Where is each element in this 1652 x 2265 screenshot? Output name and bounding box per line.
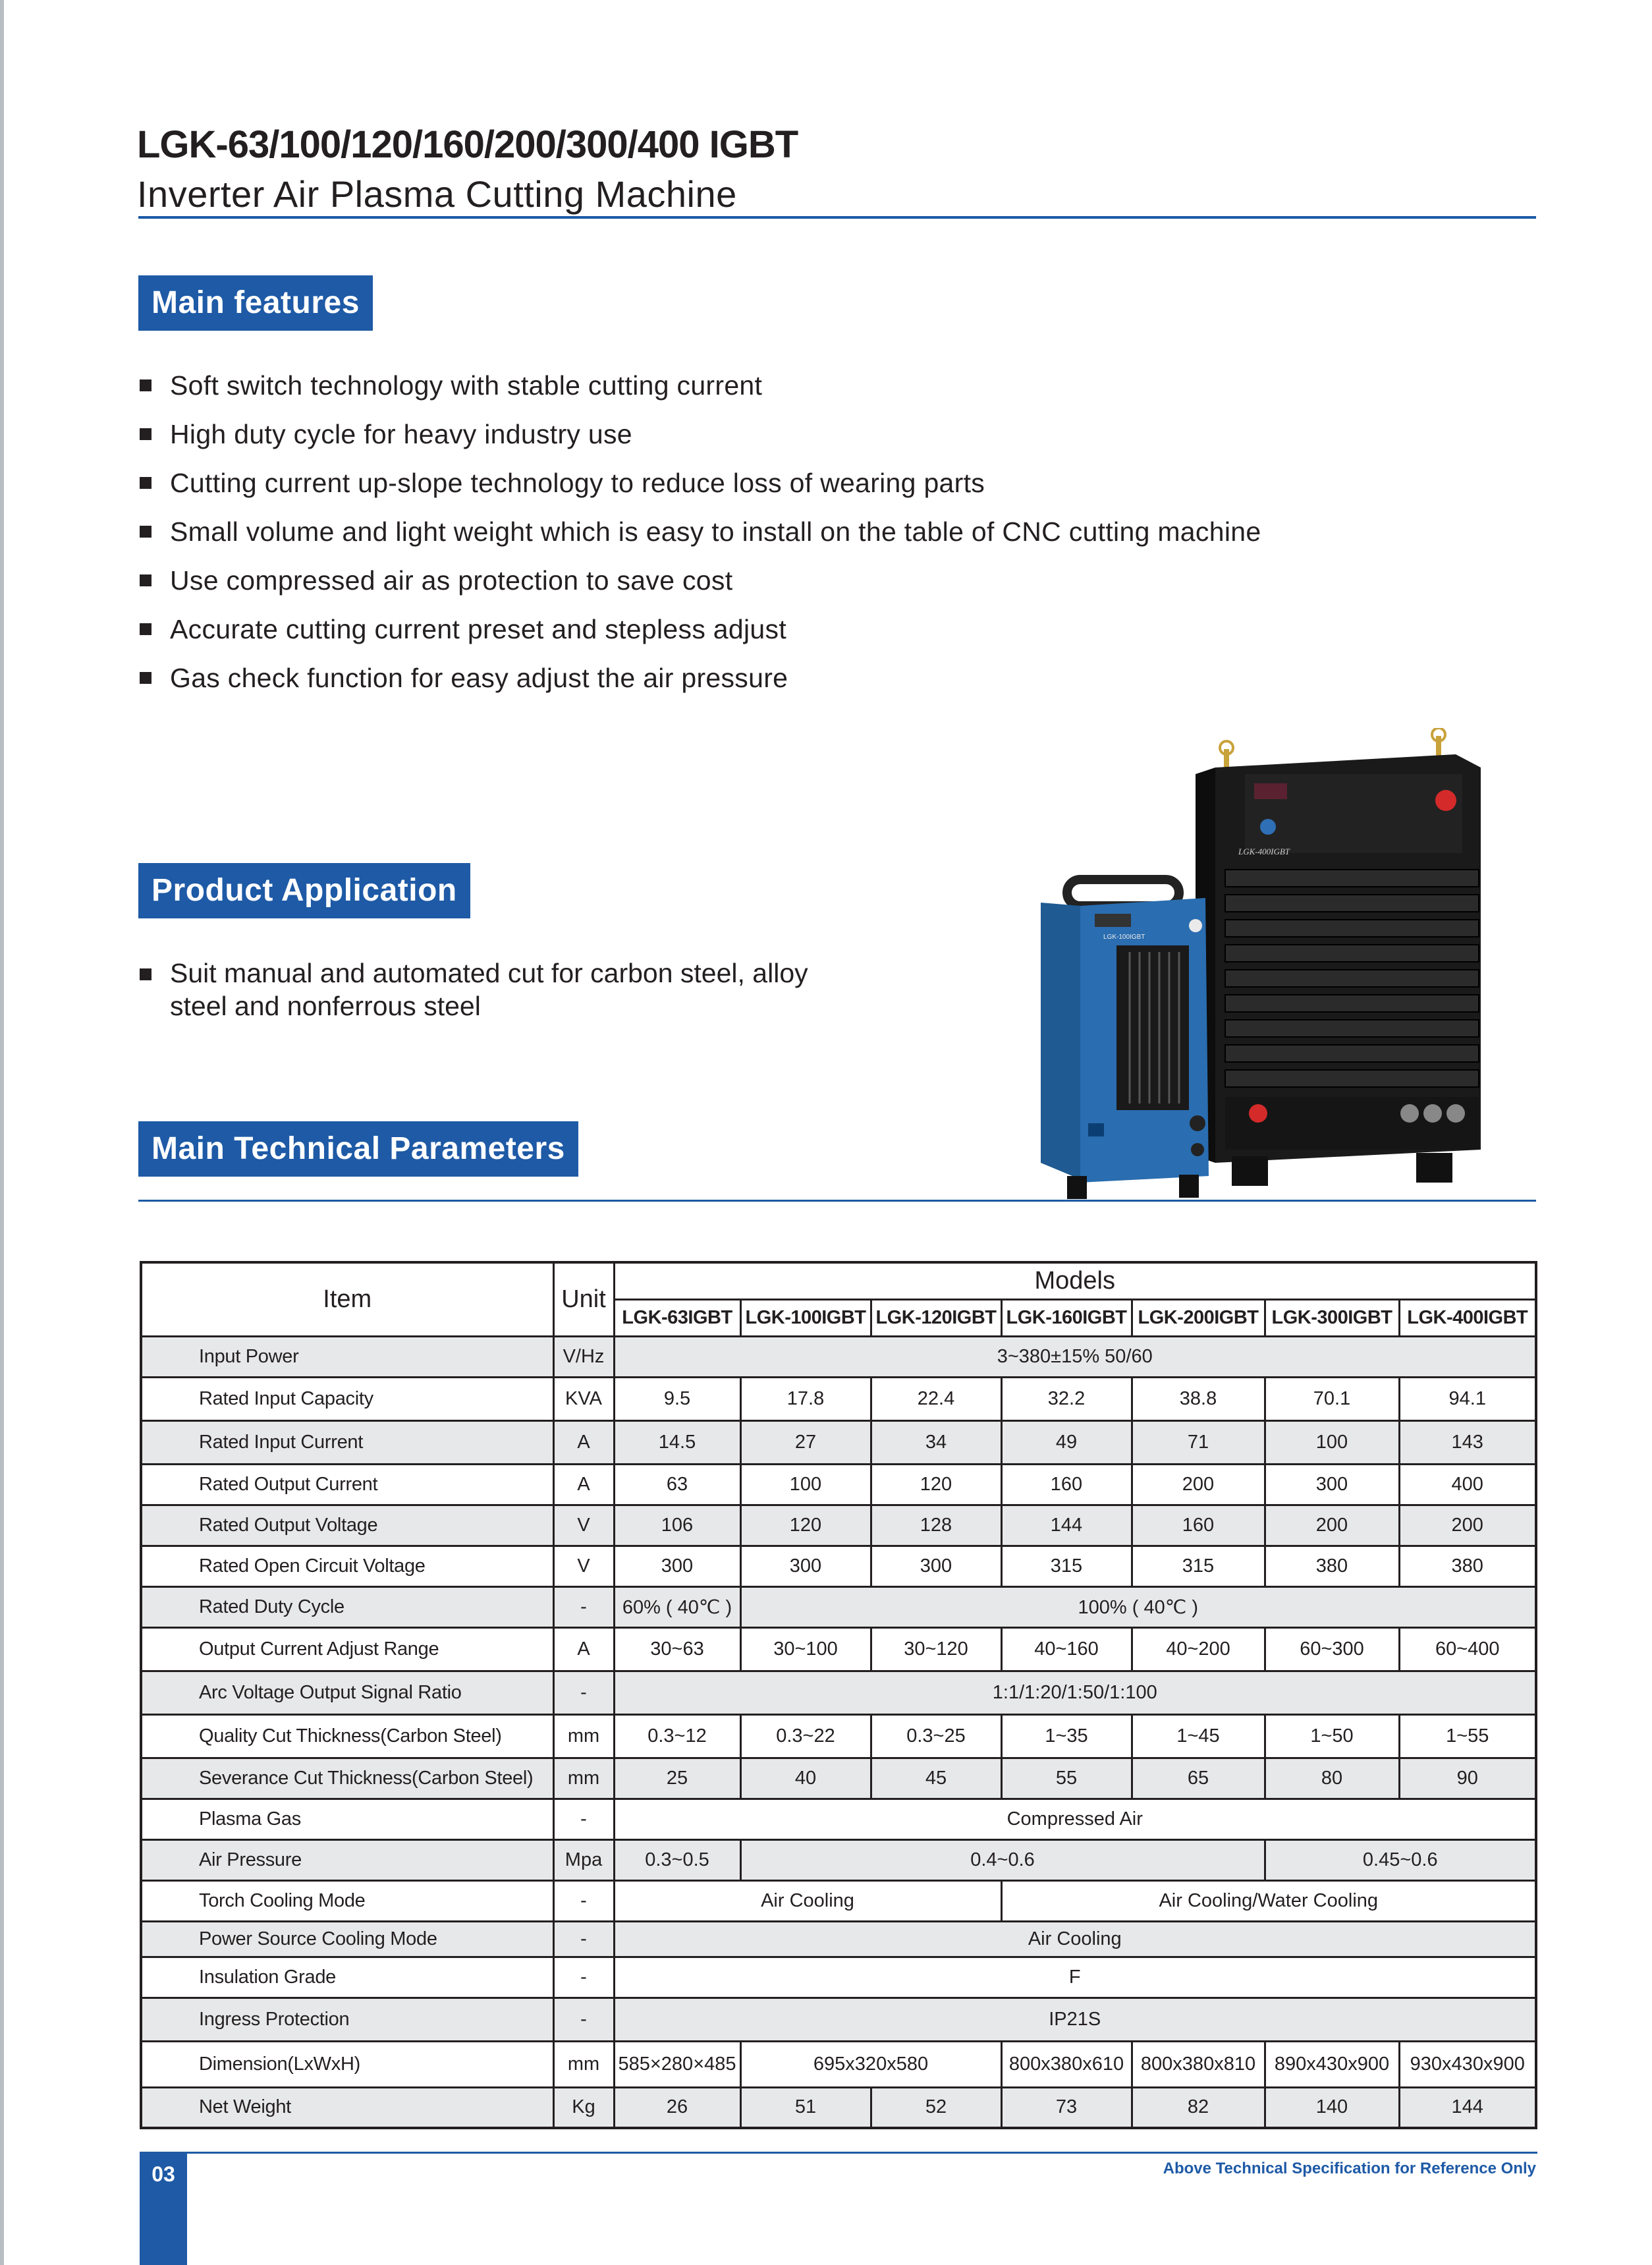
- table-row: [141, 1464, 1536, 1505]
- table-row: [141, 1420, 1536, 1464]
- table-header-model: LGK-300IGBT: [1265, 1299, 1399, 1336]
- table-cell-value: 1~55: [1399, 1714, 1536, 1758]
- table-cell-unit: -: [553, 1799, 614, 1839]
- table-cell-unit: -: [553, 1880, 614, 1921]
- table-cell-unit: mm: [553, 2041, 614, 2087]
- product-photo: [1041, 728, 1489, 1202]
- table-cell-value: 300: [1265, 1464, 1399, 1505]
- table-cell-value: 30~100: [740, 1627, 871, 1671]
- large-machine-label: LGK-400IGBT: [1238, 847, 1290, 856]
- list-item: Soft switch technology with stable cutting current: [137, 361, 1389, 410]
- table-cell-value: 0.3~12: [614, 1714, 740, 1758]
- square-bullet-icon: [140, 623, 151, 635]
- table-cell-value: IP21S: [614, 1998, 1536, 2041]
- table-header-unit: Unit: [553, 1262, 614, 1336]
- table-header-model: LGK-100IGBT: [740, 1299, 871, 1336]
- page-subtitle: Inverter Air Plasma Cutting Machine: [137, 173, 737, 215]
- square-bullet-icon: [140, 574, 151, 586]
- table-cell-unit: -: [553, 1671, 614, 1714]
- table-cell-unit: KVA: [553, 1377, 614, 1420]
- table-cell-value: 38.8: [1132, 1377, 1265, 1420]
- page-title: LGK-63/100/120/160/200/300/400 IGBT: [137, 123, 798, 166]
- table-cell-value: 800x380x810: [1132, 2041, 1265, 2087]
- list-item: Cutting current up-slope technology to reduce loss of wearing parts: [137, 459, 1389, 507]
- table-cell-value: 200: [1399, 1505, 1536, 1546]
- table-cell-unit: -: [553, 1586, 614, 1627]
- table-cell-item: Rated Input Current: [141, 1420, 553, 1464]
- table-cell-value: Air Cooling: [614, 1880, 1001, 1921]
- table-cell-unit: A: [553, 1627, 614, 1671]
- table-row: [141, 1921, 1536, 1957]
- table-cell-unit: -: [553, 1957, 614, 1998]
- table-cell-value: 0.45~0.6: [1265, 1839, 1536, 1880]
- list-item: Small volume and light weight which is easy to install on the table of CNC cutting machine: [137, 507, 1389, 556]
- table-cell-item: Dimension(LxWxH): [141, 2041, 553, 2087]
- table-cell-value: 300: [871, 1546, 1001, 1586]
- table-header-model: LGK-160IGBT: [1001, 1299, 1132, 1336]
- table-cell-item: Output Current Adjust Range: [141, 1627, 553, 1671]
- table-cell-unit: A: [553, 1464, 614, 1505]
- table-cell-item: Air Pressure: [141, 1839, 553, 1880]
- table-cell-value: 120: [740, 1505, 871, 1546]
- table-cell-value: F: [614, 1957, 1536, 1998]
- table-cell-value: 90: [1399, 1758, 1536, 1799]
- section-heading-parameters: Main Technical Parameters: [138, 1121, 578, 1177]
- table-cell-value: 380: [1265, 1546, 1399, 1586]
- table-cell-value: 930x430x900: [1399, 2041, 1536, 2087]
- table-row: [141, 1671, 1536, 1714]
- table-cell-value: 70.1: [1265, 1377, 1399, 1420]
- table-row: [141, 1377, 1536, 1420]
- table-cell-value: 0.3~0.5: [614, 1839, 740, 1880]
- table-row: [141, 1627, 1536, 1671]
- table-cell-value: 160: [1132, 1505, 1265, 1546]
- table-cell-value: 22.4: [871, 1377, 1001, 1420]
- section-heading-features: Main features: [138, 275, 373, 331]
- table-cell-value: 40~200: [1132, 1627, 1265, 1671]
- table-cell-value: 27: [740, 1420, 871, 1464]
- table-cell-value: 140: [1265, 2087, 1399, 2128]
- square-bullet-icon: [140, 379, 151, 391]
- table-row: [141, 1998, 1536, 2041]
- table-cell-item: Net Weight: [141, 2087, 553, 2128]
- table-cell-value: 80: [1265, 1758, 1399, 1799]
- table-header-item: Item: [141, 1262, 553, 1336]
- page-left-border: [0, 0, 4, 2265]
- table-cell-value: 63: [614, 1464, 740, 1505]
- table-row: [141, 1957, 1536, 1998]
- table-cell-value: 34: [871, 1420, 1001, 1464]
- table-cell-value: 0.4~0.6: [740, 1839, 1265, 1880]
- table-cell-value: 380: [1399, 1546, 1536, 1586]
- table-cell-item: Input Power: [141, 1336, 553, 1377]
- table-cell-value: 200: [1265, 1505, 1399, 1546]
- table-cell-unit: V/Hz: [553, 1336, 614, 1377]
- table-cell-value: 60% ( 40℃ ): [614, 1586, 740, 1627]
- table-header-model: LGK-400IGBT: [1399, 1299, 1536, 1336]
- table-cell-value: 52: [871, 2087, 1001, 2128]
- table-cell-value: 300: [740, 1546, 871, 1586]
- table-cell-unit: Kg: [553, 2087, 614, 2128]
- table-cell-value: 160: [1001, 1464, 1132, 1505]
- table-cell-value: 49: [1001, 1420, 1132, 1464]
- table-cell-value: 51: [740, 2087, 871, 2128]
- small-machine-image: [1041, 880, 1209, 1199]
- table-cell-item: Arc Voltage Output Signal Ratio: [141, 1671, 553, 1714]
- table-cell-value: 60~300: [1265, 1627, 1399, 1671]
- table-header-models: Models: [614, 1262, 1536, 1299]
- table-cell-item: Rated Output Current: [141, 1464, 553, 1505]
- table-cell-item: Insulation Grade: [141, 1957, 553, 1998]
- table-cell-value: 800x380x610: [1001, 2041, 1132, 2087]
- table-cell-value: 100: [1265, 1420, 1399, 1464]
- table-row: [141, 1336, 1536, 1377]
- table-cell-unit: -: [553, 1921, 614, 1957]
- table-cell-item: Rated Output Voltage: [141, 1505, 553, 1546]
- features-list: [137, 361, 1389, 702]
- table-row: [141, 1839, 1536, 1880]
- table-cell-value: 0.3~25: [871, 1714, 1001, 1758]
- table-cell-value: 1~50: [1265, 1714, 1399, 1758]
- table-cell-value: Air Cooling: [614, 1921, 1536, 1957]
- table-row: [141, 1505, 1536, 1546]
- application-text-line1: Suit manual and automated cut for carbon steel, alloy: [170, 958, 808, 988]
- table-cell-value: 315: [1001, 1546, 1132, 1586]
- table-cell-value: 30~63: [614, 1627, 740, 1671]
- table-cell-item: Rated Open Circuit Voltage: [141, 1546, 553, 1586]
- table-cell-value: 400: [1399, 1464, 1536, 1505]
- table-cell-value: 3~380±15% 50/60: [614, 1336, 1536, 1377]
- small-machine-label: LGK-100IGBT: [1103, 934, 1145, 941]
- table-cell-value: 0.3~22: [740, 1714, 871, 1758]
- footer-note: Above Technical Specification for Reference Only: [1163, 2160, 1536, 2177]
- table-row: [141, 1714, 1536, 1758]
- table-cell-value: 300: [614, 1546, 740, 1586]
- table-cell-value: 17.8: [740, 1377, 871, 1420]
- specs-table: [140, 1261, 1537, 2129]
- table-row: [141, 1758, 1536, 1799]
- table-row: [141, 1880, 1536, 1921]
- table-cell-value: 144: [1399, 2087, 1536, 2128]
- table-cell-unit: -: [553, 1998, 614, 2041]
- table-cell-value: 1:1/1:20/1:50/1:100: [614, 1671, 1536, 1714]
- table-cell-value: 9.5: [614, 1377, 740, 1420]
- table-cell-item: Rated Duty Cycle: [141, 1586, 553, 1627]
- table-cell-value: 40: [740, 1758, 871, 1799]
- table-cell-item: Quality Cut Thickness(Carbon Steel): [141, 1714, 553, 1758]
- table-cell-value: 200: [1132, 1464, 1265, 1505]
- table-row: [141, 1546, 1536, 1586]
- footer-divider: [140, 2152, 1537, 2154]
- square-bullet-icon: [140, 968, 151, 980]
- table-cell-value: 890x430x900: [1265, 2041, 1399, 2087]
- table-cell-value: 45: [871, 1758, 1001, 1799]
- table-cell-unit: mm: [553, 1758, 614, 1799]
- table-cell-value: 65: [1132, 1758, 1265, 1799]
- table-cell-value: 30~120: [871, 1627, 1001, 1671]
- list-item: Use compressed air as protection to save cost: [137, 556, 1389, 605]
- list-item: High duty cycle for heavy industry use: [137, 410, 1389, 459]
- table-row: [141, 1586, 1536, 1627]
- table-cell-value: 143: [1399, 1420, 1536, 1464]
- square-bullet-icon: [140, 477, 151, 489]
- table-cell-unit: V: [553, 1546, 614, 1586]
- table-cell-value: 71: [1132, 1420, 1265, 1464]
- table-cell-value: 144: [1001, 1505, 1132, 1546]
- table-cell-value: 100: [740, 1464, 871, 1505]
- table-cell-value: 106: [614, 1505, 740, 1546]
- table-cell-unit: A: [553, 1420, 614, 1464]
- table-cell-value: 695x320x580: [740, 2041, 1001, 2087]
- table-cell-value: Compressed Air: [614, 1799, 1536, 1839]
- table-cell-value: 128: [871, 1505, 1001, 1546]
- section-heading-application: Product Application: [138, 863, 470, 918]
- table-cell-value: 14.5: [614, 1420, 740, 1464]
- table-row: [141, 1799, 1536, 1839]
- list-item: Gas check function for easy adjust the air pressure: [137, 654, 1389, 702]
- application-text-line2: steel and nonferrous steel: [170, 991, 481, 1021]
- table-cell-item: Torch Cooling Mode: [141, 1880, 553, 1921]
- application-item: [137, 957, 927, 1022]
- table-cell-value: 26: [614, 2087, 740, 2128]
- table-cell-value: 100% ( 40℃ ): [740, 1586, 1536, 1627]
- square-bullet-icon: [140, 526, 151, 538]
- table-cell-value: Air Cooling/Water Cooling: [1001, 1880, 1536, 1921]
- table-cell-value: 1~35: [1001, 1714, 1132, 1758]
- table-cell-value: 585×280×485: [614, 2041, 740, 2087]
- table-cell-value: 32.2: [1001, 1377, 1132, 1420]
- table-cell-value: 120: [871, 1464, 1001, 1505]
- square-bullet-icon: [140, 672, 151, 684]
- table-cell-value: 55: [1001, 1758, 1132, 1799]
- table-cell-unit: mm: [553, 1714, 614, 1758]
- table-header-model: LGK-63IGBT: [614, 1299, 740, 1336]
- table-cell-unit: Mpa: [553, 1839, 614, 1880]
- table-cell-value: 60~400: [1399, 1627, 1536, 1671]
- table-cell-value: 73: [1001, 2087, 1132, 2128]
- table-cell-item: Ingress Protection: [141, 1998, 553, 2041]
- table-cell-unit: V: [553, 1505, 614, 1546]
- table-cell-value: 25: [614, 1758, 740, 1799]
- table-cell-value: 40~160: [1001, 1627, 1132, 1671]
- table-cell-item: Severance Cut Thickness(Carbon Steel): [141, 1758, 553, 1799]
- table-cell-value: 315: [1132, 1546, 1265, 1586]
- table-cell-item: Rated Input Capacity: [141, 1377, 553, 1420]
- list-item: Accurate cutting current preset and stepless adjust: [137, 605, 1389, 654]
- title-divider: [138, 216, 1536, 219]
- table-cell-value: 1~45: [1132, 1714, 1265, 1758]
- table-cell-value: 82: [1132, 2087, 1265, 2128]
- table-cell-value: 94.1: [1399, 1377, 1536, 1420]
- table-cell-item: Power Source Cooling Mode: [141, 1921, 553, 1957]
- page-number: 03: [151, 2162, 175, 2186]
- parameters-divider: [138, 1200, 1536, 1202]
- large-machine-image: [1196, 728, 1481, 1186]
- table-cell-item: Plasma Gas: [141, 1799, 553, 1839]
- table-header-model: LGK-200IGBT: [1132, 1299, 1265, 1336]
- table-row: [141, 2087, 1536, 2128]
- table-header-model: LGK-120IGBT: [871, 1299, 1001, 1336]
- table-row: [141, 2041, 1536, 2087]
- square-bullet-icon: [140, 428, 151, 440]
